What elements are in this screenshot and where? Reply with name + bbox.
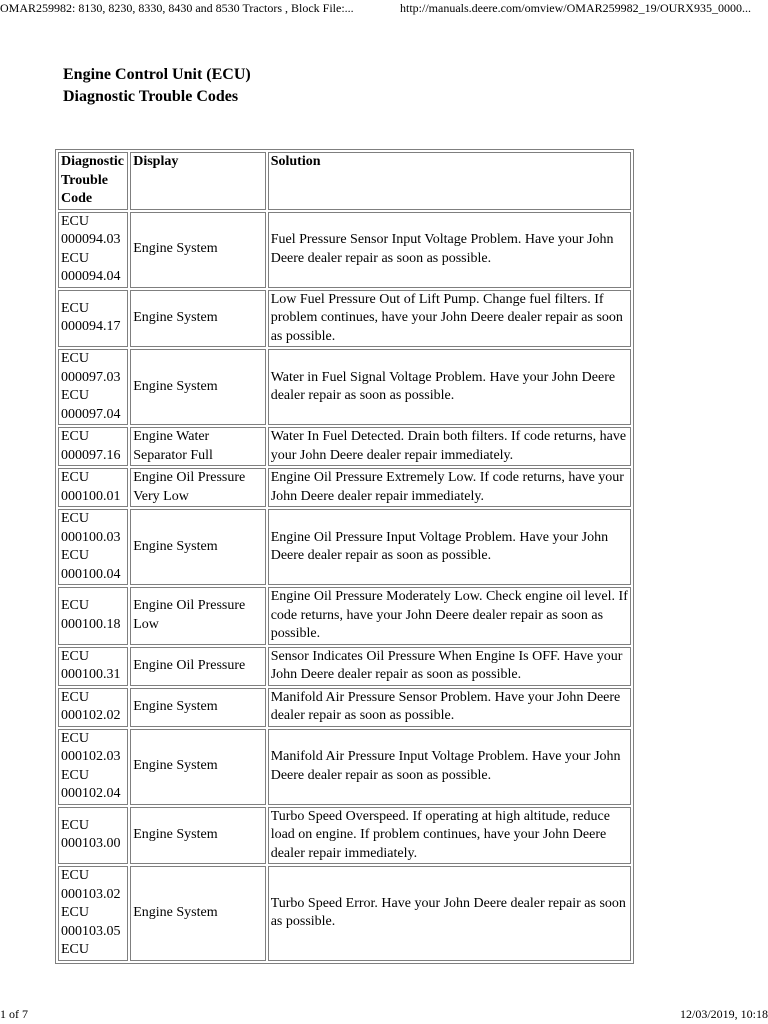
page-title-line2: Diagnostic Trouble Codes [63,88,239,105]
code-line: 000100.18 [61,616,121,632]
cell-code [58,647,128,686]
code-line: 000094.03 [61,232,121,247]
cell-solution: Engine Oil Pressure Moderately Low. Check engine oil level. If code returns, have your John Deere dealer repair as soon as possible. [268,587,631,645]
table-header-row [58,152,631,210]
cell-code [58,807,128,865]
code-line: ECU [61,470,89,485]
cell-display: Engine System [130,729,265,805]
cell-display: Engine System [130,212,265,288]
code-line: 000102.03 [61,749,121,764]
cell-code [58,427,128,466]
code-line: ECU [61,817,89,833]
code-line: ECU [61,868,89,883]
cell-code [58,587,128,645]
code-line: ECU [61,689,89,705]
code-line: ECU [61,250,89,266]
cell-code [58,290,128,348]
code-line: ECU [61,648,89,664]
table-row [58,866,631,961]
page-title [63,64,251,108]
code-line: ECU [61,511,89,526]
cell-solution: Turbo Speed Overspeed. If operating at high altitude, reduce load on engine. If problem continues, have your John Deere dealer repair immediately. [268,807,631,865]
page-number: 1 of 7 [0,1007,28,1021]
dtc-table-container [55,149,634,971]
table-row [58,290,631,348]
code-line: 000094.04 [61,269,121,284]
cell-solution: Manifold Air Pressure Input Voltage Problem. Have your John Deere dealer repair as soon as possible. [268,729,631,805]
cell-display: Engine System [130,688,265,727]
table-row [58,688,631,727]
cell-code [58,688,128,727]
cell-display: Engine System [130,866,265,961]
code-line: ECU [61,598,89,614]
cell-solution: Sensor Indicates Oil Pressure When Engine Is OFF. Have your John Deere dealer repair as soon as possible. [268,647,631,686]
cell-code [58,509,128,585]
code-line: ECU [61,730,89,746]
code-line: 000102.04 [61,786,121,801]
table-row [58,349,631,425]
code-line: ECU [61,300,89,316]
table-row [58,807,631,865]
code-line: ECU [61,388,89,403]
code-line: ECU [61,351,89,366]
cell-solution: Fuel Pressure Sensor Input Voltage Problem. Have your John Deere dealer repair as soon as possible. [268,212,631,288]
code-line: ECU [61,429,89,444]
cell-solution: Water in Fuel Signal Voltage Problem. Have your John Deere dealer repair as soon as possible. [268,349,631,425]
header-solution: Solution [268,152,631,210]
cell-display: Engine Water Separator Full [130,427,265,466]
cell-display: Engine Oil Pressure Low [130,587,265,645]
header-display: Display [130,152,265,210]
code-line: 000097.03 [61,369,121,385]
code-line: ECU [61,213,89,229]
table-row [58,587,631,645]
code-line: 000103.05 [61,923,121,939]
cell-code [58,729,128,805]
code-line: ECU [61,767,89,783]
code-line: 000100.01 [61,488,121,504]
code-line: 000100.31 [61,667,121,682]
cell-solution: Low Fuel Pressure Out of Lift Pump. Change fuel filters. If problem continues, have your John Deere dealer repair as soon as possible. [268,290,631,348]
code-line: 000100.04 [61,566,121,582]
print-url: http://manuals.deere.com/omview/OMAR259982_19/OURX935_0000... [400,1,751,15]
code-line: ECU [61,905,89,920]
cell-solution: Engine Oil Pressure Input Voltage Problem. Have your John Deere dealer repair as soon as possible. [268,509,631,585]
code-line: 000097.16 [61,447,121,463]
code-line: 000097.04 [61,406,121,422]
cell-display: Engine System [130,349,265,425]
cell-display: Engine System [130,290,265,348]
cell-display: Engine Oil Pressure Very Low [130,468,265,507]
cell-display: Engine Oil Pressure [130,647,265,686]
cell-code [58,468,128,507]
table-row [58,647,631,686]
code-line: 000100.03 [61,529,121,545]
code-line: 000103.00 [61,836,121,852]
dtc-table-body [58,212,631,961]
code-line: 000094.17 [61,319,121,335]
cell-solution: Manifold Air Pressure Sensor Problem. Have your John Deere dealer repair as soon as possible. [268,688,631,727]
cell-solution: Water In Fuel Detected. Drain both filters. If code returns, have your John Deere dealer repair immediately. [268,427,631,466]
cell-solution: Turbo Speed Error. Have your John Deere dealer repair as soon as possible. [268,866,631,961]
print-doc-title: OMAR259982: 8130, 8230, 8330, 8430 and 8530 Tractors , Block File:... [0,1,354,15]
print-footer [0,1006,768,1024]
cell-code [58,212,128,288]
table-row [58,729,631,805]
code-line: ECU [61,548,89,563]
table-row [58,509,631,585]
cell-code [58,349,128,425]
cell-display: Engine System [130,807,265,865]
cell-code [58,866,128,961]
cell-solution: Engine Oil Pressure Extremely Low. If code returns, have your John Deere dealer repair immediately. [268,468,631,507]
code-line: 000103.02 [61,886,121,902]
code-line: 000102.02 [61,708,121,723]
cell-display: Engine System [130,509,265,585]
print-timestamp: 12/03/2019, 10:18 [679,1007,768,1021]
dtc-table [55,149,634,964]
code-line: ECU [61,942,89,957]
page-title-line1: Engine Control Unit (ECU) [63,66,251,83]
table-row [58,468,631,507]
header-code: Diagnostic Trouble Code [58,152,128,210]
table-row [58,427,631,466]
table-row [58,212,631,288]
print-header [0,0,768,18]
